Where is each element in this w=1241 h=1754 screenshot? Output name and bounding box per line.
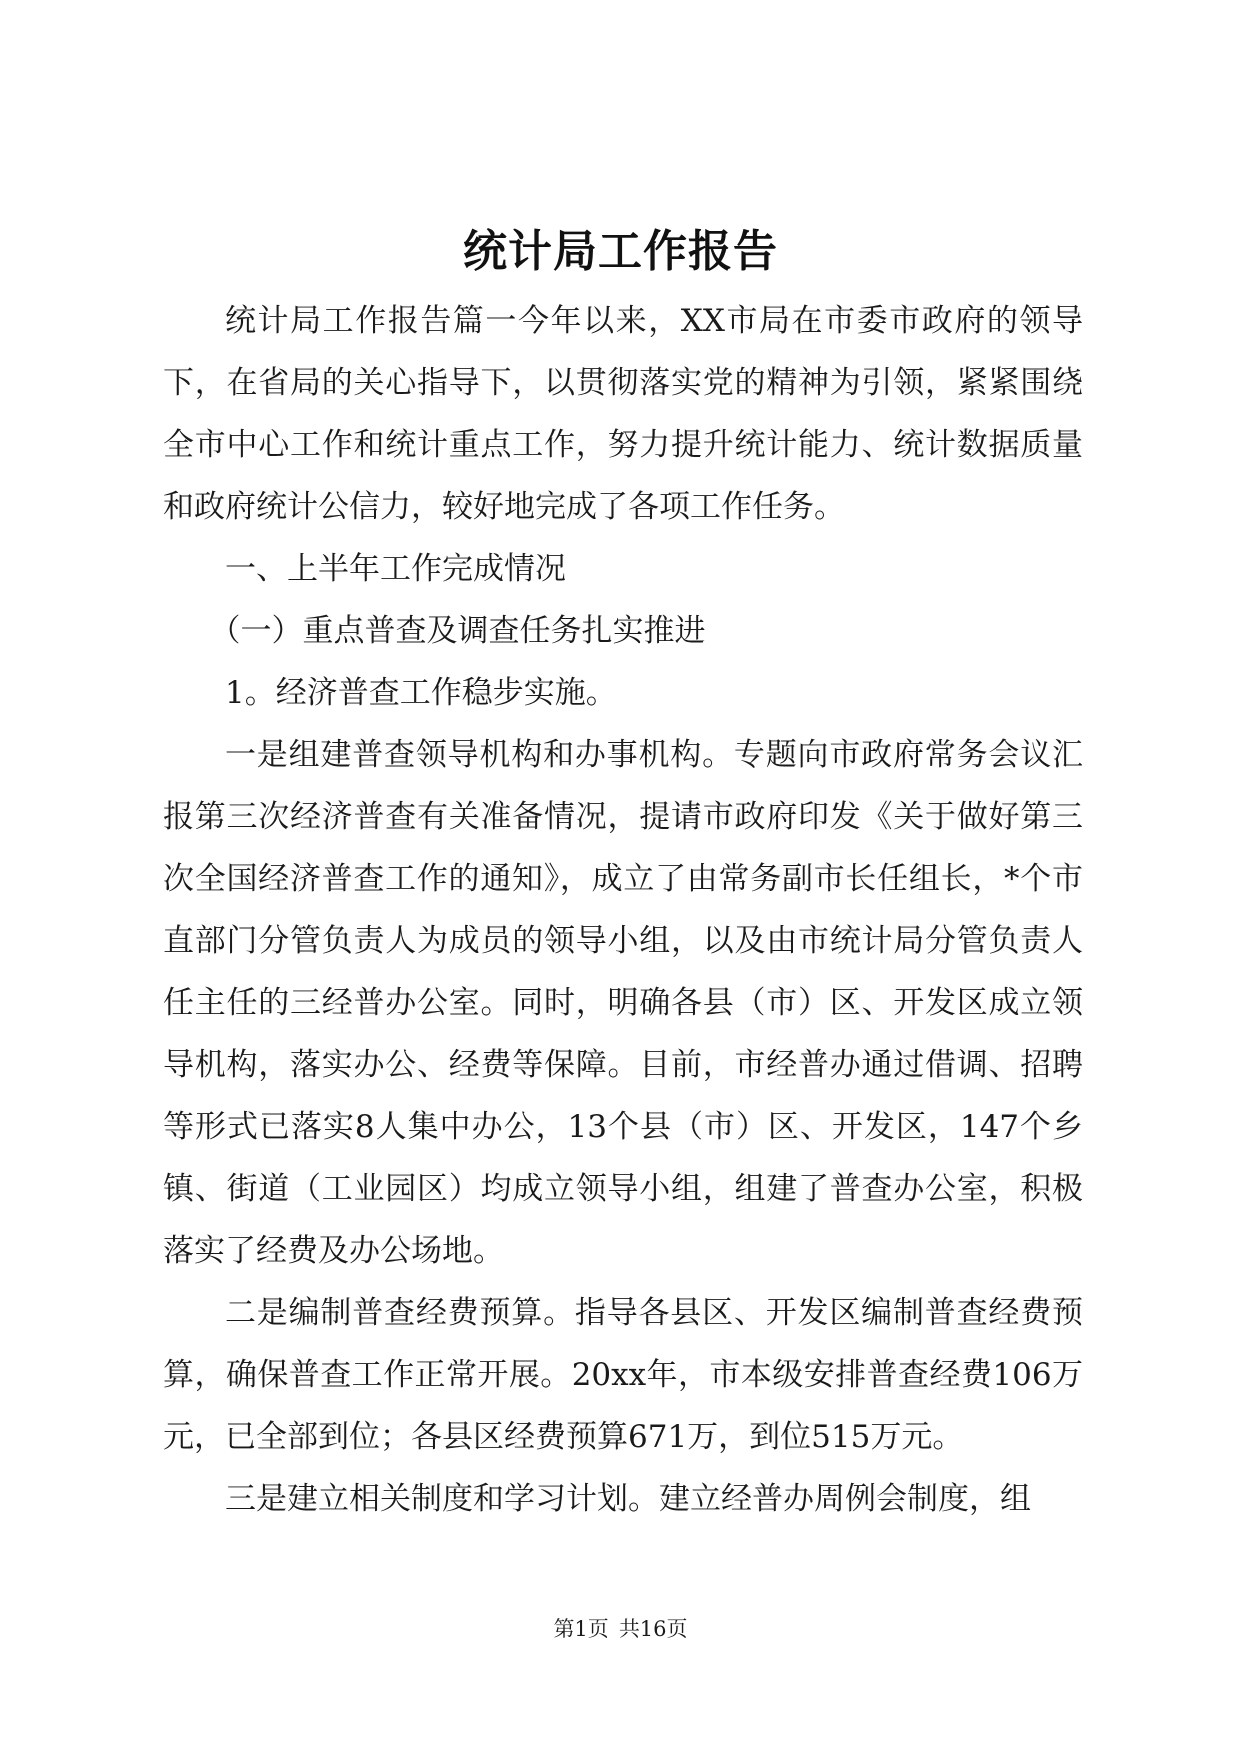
heading-section-1: 一、上半年工作完成情况	[225, 551, 566, 587]
heading-subsection-1: （一）重点普查及调查任务扎实推进	[209, 613, 706, 649]
document-title: 统计局工作报告	[463, 226, 778, 277]
paragraph-point-2: 二是编制普查经费预算。指导各县区、开发区编制普查经费预算，确保普查工作正常开展。20xx年，市本级安排普查经费106万元，已全部到位；各县区经费预算671万，到位515万元。	[163, 1295, 1083, 1455]
paragraph-intro: 统计局工作报告篇一今年以来，XX市局在市委市政府的领导下，在省局的关心指导下，以贯彻落实党的精神为引领，紧紧围绕全市中心工作和统计重点工作，努力提升统计能力、统计数据质量和政府统计公信力，较好地完成了各项工作任务。	[163, 303, 1083, 525]
paragraph-point-3: 三是建立相关制度和学习计划。建立经普办周例会制度，组	[225, 1481, 1031, 1517]
paragraph-point-1: 一是组建普查领导机构和办事机构。专题向市政府常务会议汇报第三次经济普查有关准备情况，提请市政府印发《关于做好第三次全国经济普查工作的通知》，成立了由常务副市长任组长，*个市直部门分管负责人为成员的领导小组，以及由市统计局分管负责人任主任的三经普办公室。同时，明确各县（市）区、开发区成立领导机构，落实办公、经费等保障。目前，市经普办通过借调、招聘等形式已落实8人集中办公，13个县（市）区、开发区，147个乡镇、街道（工业园区）均成立领导小组，组建了普查办公室，积极落实了经费及办公场地。	[163, 737, 1083, 1269]
page-number: 第1页	[553, 1617, 609, 1641]
heading-item-1: 1。经济普查工作稳步实施。	[225, 675, 617, 711]
page-total: 共16页	[618, 1617, 688, 1641]
document-body	[163, 290, 1083, 1530]
page-footer	[0, 1614, 1241, 1644]
